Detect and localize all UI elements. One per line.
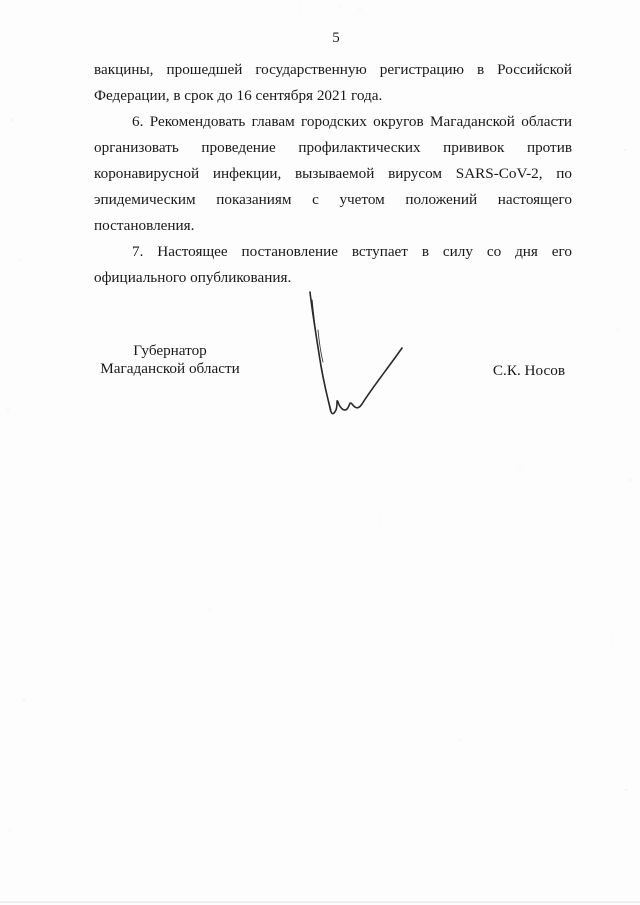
signatory-title-line2: Магаданской области [100, 360, 240, 377]
handwritten-signature-icon [300, 290, 410, 425]
page-number: 5 [332, 30, 340, 46]
paragraph-item-6: 6. Рекомендовать главам городских округов Магаданской области организовать проведение профилактических прививок против коронавирусной инфекции, вызываемой вирусом SARS-CoV-2, по эпидемическим показаниям с учетом положений настоящего постановления. [94, 113, 572, 234]
document-body [94, 57, 572, 291]
signatory-name: С.К. Носов [492, 362, 565, 379]
paragraph-item-7: 7. Настоящее постановление вступает в силу со дня его официального опубликования. [94, 243, 572, 286]
paragraph-continuation: вакцины, прошедшей государственную регистрацию в Российской Федерации, в срок до 16 сентября 2021 года. [94, 61, 572, 104]
signatory-title-line1: Губернатор [133, 342, 207, 359]
